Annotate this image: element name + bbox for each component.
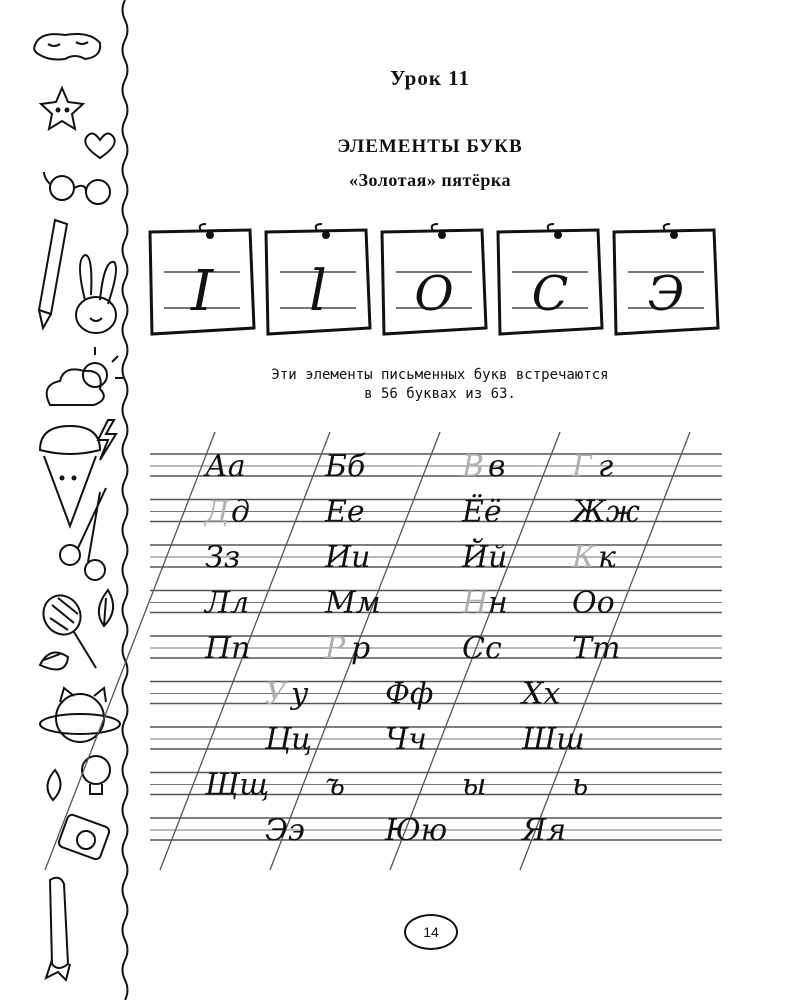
alphabet-letter: Ее [325,494,365,530]
alphabet-letter: Щщ [205,767,270,803]
alphabet-letter-lowercase: к [598,540,616,575]
alphabet-letter: Н [462,585,489,621]
alphabet-letter: ъ [325,767,345,803]
alphabet-letter: В [462,449,485,484]
slant-guide-line [45,432,215,870]
alphabet-letter: Йй [462,540,508,575]
alphabet-letter: К [572,540,596,575]
alphabet-letter: Зз [205,540,241,575]
alphabet-letter-lowercase: н [488,585,508,621]
alphabet-letter-lowercase: в [488,449,506,484]
alphabet-letter: Ёё [462,494,502,530]
section-title: ЭЛЕМЕНТЫ БУКВ [337,136,523,157]
alphabet-letter-lowercase: г [598,449,614,484]
alphabet-letter-lowercase: д [231,494,251,530]
alphabet-letter: Р [325,631,346,666]
alphabet-letter-lowercase: у [291,676,309,712]
alphabet-letter: Жж [572,494,640,530]
element-glyph: C [531,266,569,322]
alphabet-letter: Ии [325,540,371,575]
alphabet-letter: Сс [462,631,502,666]
alphabet-letter: Фф [385,676,434,712]
alphabet-letter: Бб [325,449,366,484]
alphabet-letter: ь [572,767,589,803]
alphabet-letter: Чч [385,722,427,757]
alphabet-letter: Мм [325,585,381,621]
description-line-2: в 56 буквах из 63. [364,386,516,402]
alphabet-letter: Юю [385,813,448,848]
section-subtitle: «Золотая» пятёрка [349,170,511,190]
alphabet-letter: Яя [522,813,567,848]
alphabet-letter: Д [205,494,230,530]
element-glyph: I [190,259,214,324]
alphabet-letter: Тт [572,631,621,666]
alphabet-letter: ы [462,767,487,803]
alphabet-letter: Хх [522,676,561,712]
alphabet-letter: Лл [205,585,250,621]
alphabet-letter: Пп [205,631,251,666]
alphabet-letter: Шш [522,722,585,757]
element-glyph: l [309,259,327,324]
element-glyph: O [414,266,454,322]
element-glyph: Э [647,266,685,322]
alphabet-letter: Цц [265,722,313,757]
alphabet-letter: Г [572,449,592,484]
description-line-1: Эти элементы письменных букв встречаются [271,367,609,383]
alphabet-letter-lowercase: р [351,631,371,666]
alphabet-letter: Аа [205,449,246,484]
lesson-title: Урок 11 [389,66,471,90]
alphabet-letter: У [265,676,287,712]
alphabet-letter: Оо [572,585,615,621]
page-number: 14 [404,914,458,950]
alphabet-letter: Ээ [265,813,305,848]
